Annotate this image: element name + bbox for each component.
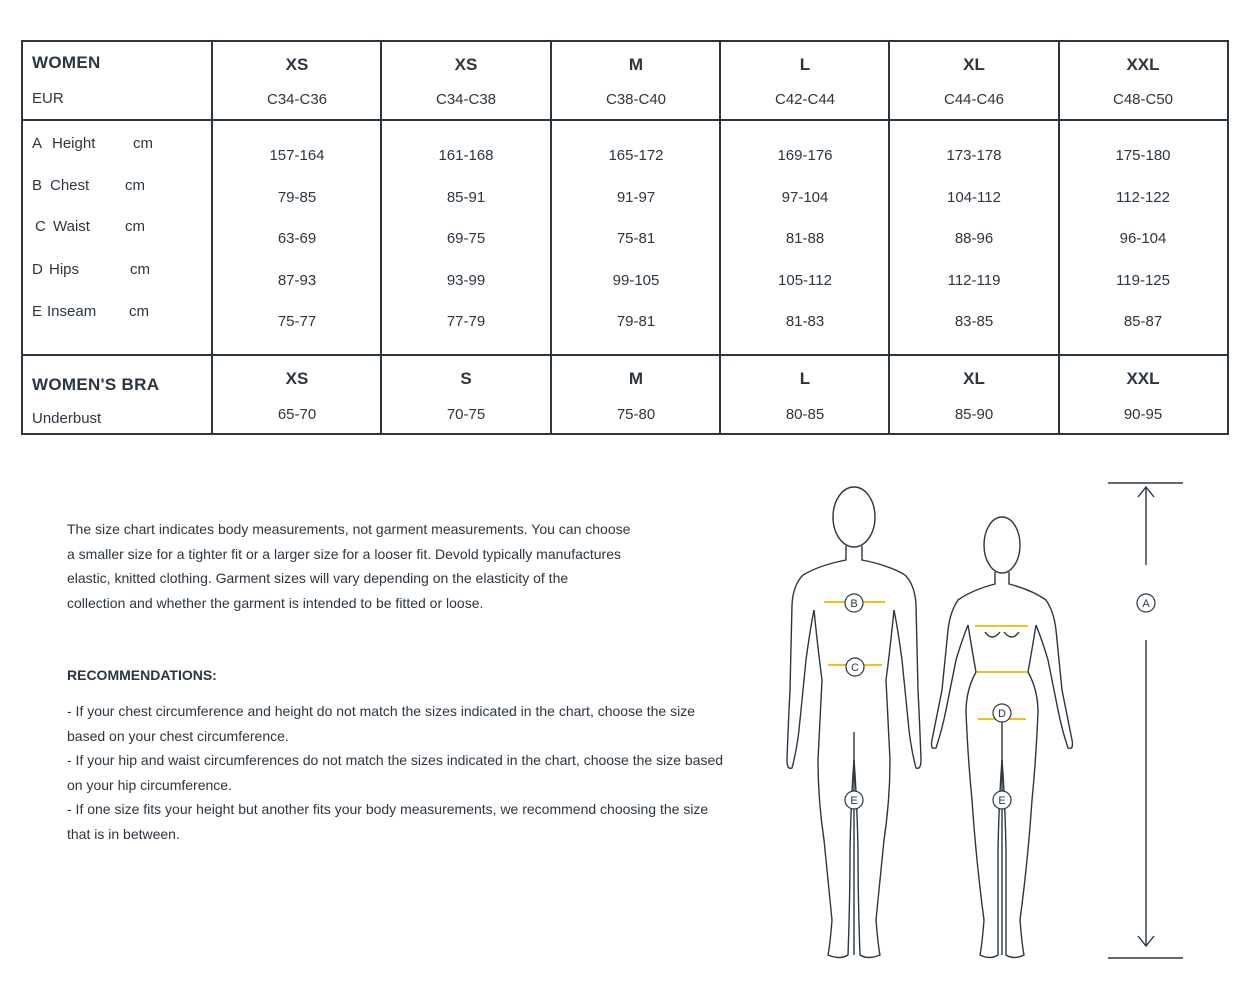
description-line: collection and whether the garment is intended to be fitted or loose. [67,594,484,611]
table-divider [211,40,213,435]
row-label: Chest [50,177,90,194]
bra-underbust-label: Underbust [32,410,102,427]
table-divider [888,40,890,435]
table-cell: 157-164 [269,147,325,164]
size-header: L [799,55,811,74]
marker-d-label: D [998,708,1006,720]
table-cell: 79-85 [277,189,317,206]
eur-size: C38-C40 [605,91,667,108]
table-divider [550,40,552,435]
bra-size-header: M [628,369,644,388]
bra-size-value: 85-90 [954,406,994,423]
table-border-top [21,40,1229,42]
eur-label: EUR [32,90,64,107]
row-letter: D [32,261,43,278]
size-header: XS [454,55,478,74]
recommendation-line: - If one size fits your height but another fits your body measurements, we recommend choosing the size [67,801,709,817]
table-cell: 169-176 [777,147,833,164]
table-cell: 165-172 [608,147,664,164]
recommendation-line: based on your chest circumference. [67,727,289,744]
row-unit: cm [125,177,145,194]
row-label: Inseam [47,303,97,320]
bra-size-header: L [799,369,811,388]
row-unit: cm [133,135,153,152]
marker-e-label: E [998,795,1006,807]
size-header: XL [963,55,985,74]
table-border-bra [21,354,1229,356]
bra-size-header: XS [285,369,309,388]
table-cell: 99-105 [612,272,660,289]
recommendations-title: RECOMMENDATIONS: [67,667,217,683]
description-line: elastic, knitted clothing. Garment sizes will vary depending on the elasticity of the [67,570,569,586]
table-cell: 93-99 [446,272,486,289]
table-cell: 85-91 [446,189,486,206]
row-label: Waist [53,218,90,235]
body-measurement-illustration [770,470,1210,970]
recommendation-line: - If your hip and waist circumferences do not match the sizes indicated in the chart, choose the size based [67,752,724,768]
table-cell: 83-85 [954,313,994,330]
table-cell: 175-180 [1115,147,1171,164]
bra-size-value: 90-95 [1123,406,1163,423]
bra-size-value: 70-75 [446,406,486,423]
bra-title: WOMEN'S BRA [32,375,160,394]
table-cell: 79-81 [616,313,656,330]
table-cell: 105-112 [778,272,832,289]
table-cell: 75-77 [277,313,317,330]
table-cell: 81-88 [785,230,825,247]
recommendation-line: - If your chest circumference and height do not match the sizes indicated in the chart, choose the size [67,703,696,719]
row-label: Hips [49,261,80,278]
size-header: M [628,55,644,74]
bra-size-header: S [460,369,472,388]
marker-b-label: B [850,598,858,610]
eur-size: C34-C38 [435,91,497,108]
marker-c-label: C [851,662,859,674]
table-border-header [21,119,1229,121]
table-cell: 112-119 [947,272,1001,289]
table-cell: 97-104 [781,189,829,206]
eur-size: C44-C46 [943,91,1005,108]
table-cell: 91-97 [616,189,656,206]
table-cell: 104-112 [947,189,1001,206]
bra-size-header: XXL [1126,369,1160,388]
table-border-bottom [21,433,1229,435]
description-line: The size chart indicates body measurements, not garment measurements. You can choose [67,521,631,537]
marker-e-label: E [850,795,858,807]
table-divider [719,40,721,435]
table-cell: 85-87 [1123,313,1163,330]
size-chart-description [67,517,630,615]
table-cell: 81-83 [785,313,825,330]
description-line: a smaller size for a tighter fit or a larger size for a looser fit. Devold typically manufactures [67,545,621,562]
bra-size-value: 80-85 [785,406,825,423]
table-cell: 173-178 [946,147,1002,164]
table-cell: 87-93 [277,272,317,289]
eur-size: C34-C36 [266,91,328,108]
size-header: XXL [1126,55,1160,74]
bra-size-value: 75-80 [616,406,656,423]
eur-size: C48-C50 [1112,91,1174,108]
row-letter: B [32,177,43,194]
table-border-left [21,40,23,435]
row-letter: C [35,218,46,235]
table-cell: 77-79 [446,313,486,330]
table-cell: 96-104 [1119,230,1167,247]
marker-a-label: A [1142,598,1150,610]
table-divider [380,40,382,435]
row-letter: A [32,135,43,152]
recommendations-list [67,699,723,846]
row-label: Height [52,135,96,152]
recommendation-line: on your hip circumference. [67,776,232,793]
women-title: WOMEN [32,53,101,72]
row-unit: cm [129,303,149,320]
table-cell: 112-122 [1116,189,1170,206]
row-unit: cm [125,218,145,235]
row-letter: E [32,303,43,320]
table-cell: 69-75 [446,230,486,247]
recommendation-line: that is in between. [67,825,180,842]
bra-size-header: XL [963,369,985,388]
row-unit: cm [130,261,150,278]
table-divider [1058,40,1060,435]
table-cell: 75-81 [616,230,656,247]
size-header: XS [285,55,309,74]
table-cell: 63-69 [277,230,317,247]
table-cell: 88-96 [954,230,994,247]
table-cell: 161-168 [438,147,494,164]
bra-size-value: 65-70 [277,406,317,423]
eur-size: C42-C44 [774,91,836,108]
table-cell: 119-125 [1116,272,1170,289]
table-border-right [1227,40,1229,435]
